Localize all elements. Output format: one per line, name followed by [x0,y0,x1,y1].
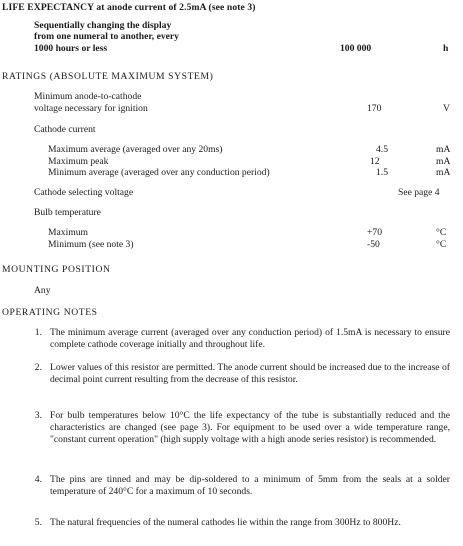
bulb-row-value: +70 [367,227,383,238]
life-expectancy-condition-line1: Sequentially changing the display [34,20,172,31]
min-voltage-value: 170 [367,103,382,114]
mounting-heading: MOUNTING POSITION [2,264,111,275]
min-voltage-unit: V [443,103,450,114]
cathode-row-label: Maximum average (averaged over any 20ms) [48,144,223,155]
cathode-row-value: 4.5 [376,144,388,155]
bulb-row-label: Maximum [48,227,88,238]
note-text: The pins are tinned and may be dip-soldered to a minimum of 5mm from the seals at a solder temperature of 240°C for a maximum of 10 seconds. [50,474,450,497]
min-voltage-label-line1: Minimum anode-to-cathode [34,91,142,102]
operating-notes-heading: OPERATING NOTES [2,307,98,318]
cathode-current-label: Cathode current [34,124,96,135]
note-number: 5. [34,517,42,528]
note-item [30,474,450,498]
note-text: The minimum average current (averaged over any conduction period) of 1.5mA is necessary to ensure complete cathode coverage initially and throughout life. [50,327,450,350]
bulb-temperature-label: Bulb temperature [34,207,101,218]
cathode-row-label: Minimum average (averaged over any conduction period) [48,167,270,178]
cathode-row-value: 1.5 [376,167,388,178]
note-number: 4. [34,474,42,485]
life-expectancy-heading: LIFE EXPECTANCY at anode current of 2.5mA (see note 3) [2,2,256,13]
bulb-row-unit: °C [436,227,447,238]
bulb-row-unit: °C [436,239,447,250]
life-expectancy-condition-line2: from one numeral to another, every [34,31,179,42]
note-item [30,517,450,529]
min-voltage-label-line2: voltage necessary for ignition [34,103,148,114]
note-text: Lower values of this resistor are permitted. The anode current should be increased due to the increase of decimal point current resulting from the decrease of this resistor. [50,362,450,385]
life-expectancy-condition-line3: 1000 hours or less [34,43,108,54]
note-item [30,327,450,351]
note-number: 2. [34,362,42,373]
cathode-row-label: Maximum peak [48,156,109,167]
cathode-row-value: 12 [370,156,380,167]
cathode-row-unit: mA [436,167,451,178]
note-text: For bulb temperatures below 10°C the life expectancy of the tube is substantially reduced and the characteristics are changed (see page 3). For equipment to be used over a wide temperature range, "constant current operation" (high supply voltage with a high anode series resistor) is recommended. [50,410,450,445]
note-number: 1. [34,327,42,338]
bulb-row-value: -50 [367,239,380,250]
cathode-selecting-voltage-label: Cathode selecting voltage [34,187,134,198]
note-text: The natural frequencies of the numeral cathodes lie within the range from 300Hz to 800Hz. [50,517,401,528]
life-expectancy-unit: h [443,43,449,54]
cathode-row-unit: mA [436,156,451,167]
cathode-selecting-voltage-value: See page 4 [398,187,440,198]
bulb-row-label: Minimum (see note 3) [48,239,134,250]
note-number: 3. [34,410,42,421]
mounting-value: Any [34,285,51,296]
note-item [30,410,450,446]
life-expectancy-value: 100 000 [340,43,372,54]
cathode-row-unit: mA [436,144,451,155]
note-item [30,362,450,386]
ratings-heading: RATINGS (ABSOLUTE MAXIMUM SYSTEM) [2,71,214,82]
